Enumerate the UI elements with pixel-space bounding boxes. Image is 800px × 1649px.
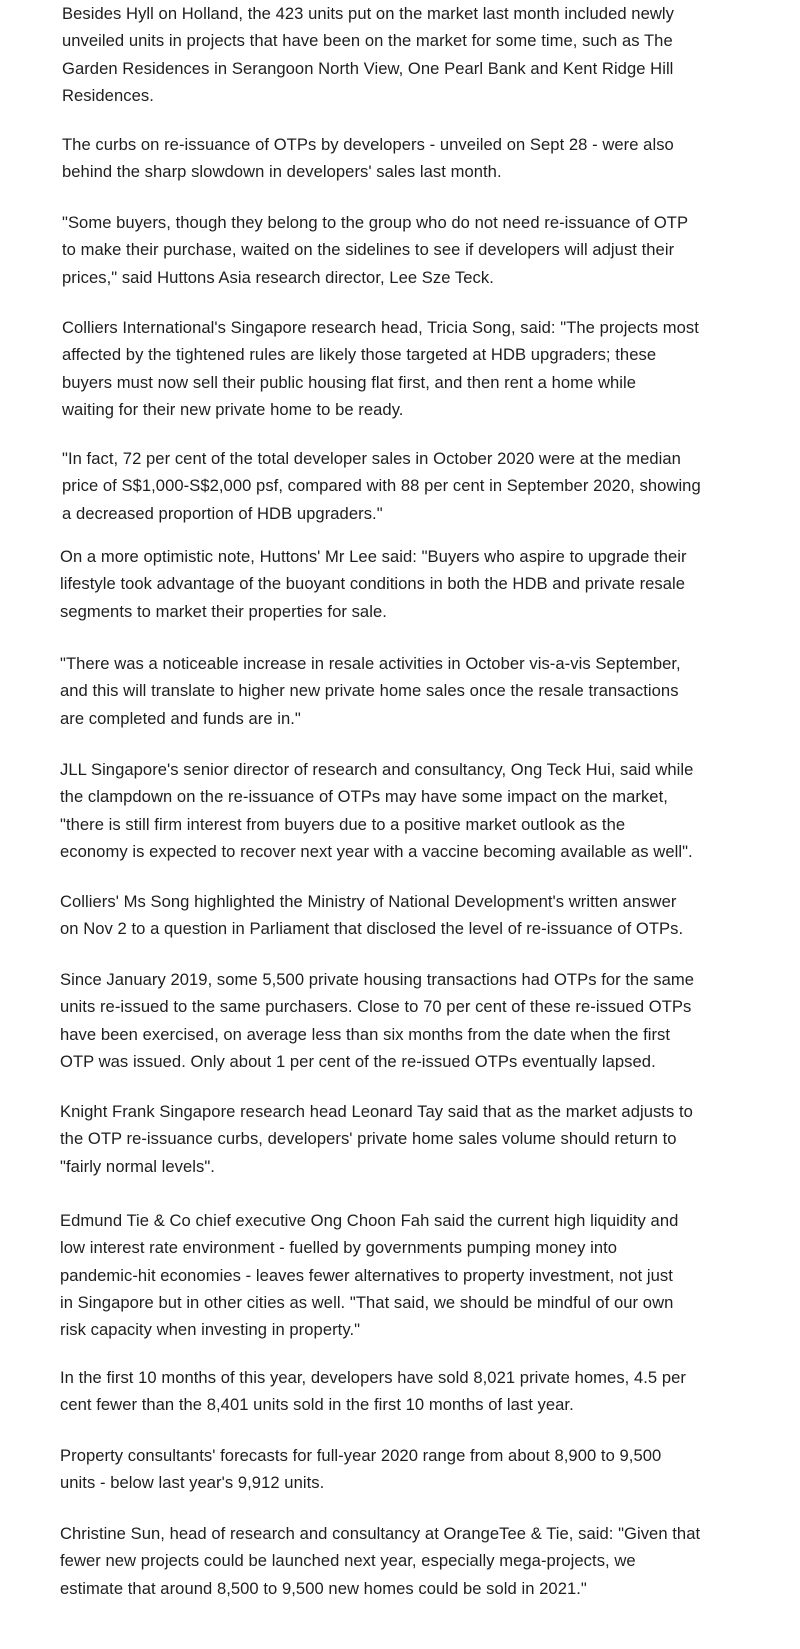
paragraph-otp-statistics: Since January 2019, some 5,500 private housing transactions had OTPs for the same units re-issued to the same purchasers. Close to 70 per cent of these re-issued OTPs have been exercised, on average less than six months from the date when the first OTP was issued. Only about 1 per cent of the re-issued OTPs eventually lapsed. [60,970,695,1071]
paragraph-otp-curbs: The curbs on re-issuance of OTPs by developers - unveiled on Sept 28 - were also behind the sharp slowdown in developers' sales last month. [62,135,674,182]
paragraph-median-price: "In fact, 72 per cent of the total developer sales in October 2020 were at the median price of S$1,000-S$2,000 psf, compared with 88 per cent in September 2020, showing a decreased proportion of HDB upgraders." [62,449,701,523]
paragraph-resale-activities: "There was a noticeable increase in resale activities in October vis-a-vis September, and this will translate to higher new private home sales once the resale transactions are completed and funds are in." [60,654,681,728]
paragraph-forecasts: Property consultants' forecasts for full-year 2020 range from about 8,900 to 9,500 units - below last year's 9,912 units. [60,1446,662,1493]
paragraph-colliers-quote: Colliers International's Singapore research head, Tricia Song, said: "The projects most affected by the tightened rules are likely those targeted at HDB upgraders; these buyers must now sell their public housing flat first, and then rent a home while waiting for their new private home to be ready. [62,318,699,419]
paragraph-orangetee-quote: Christine Sun, head of research and consultancy at OrangeTee & Tie, said: "Given that fewer new projects could be launched next year, especially mega-projects, we estimate that around 8,500 to 9,500 new homes could be sold in 2021." [60,1524,701,1598]
paragraph-optimistic-note: On a more optimistic note, Huttons' Mr Lee said: "Buyers who aspire to upgrade their lifestyle took advantage of the buoyant conditions in both the HDB and private resale segments to market their properties for sale. [60,547,687,621]
paragraph-ten-month-sales: In the first 10 months of this year, developers have sold 8,021 private homes, 4.5 per cent fewer than the 8,401 units sold in the first 10 months of last year. [60,1368,686,1415]
paragraph-new-launches: Besides Hyll on Holland, the 423 units put on the market last month included newly unveiled units in projects that have been on the market for some time, such as The Garden Residences in Serangoon North View, One Pearl Bank and Kent Ridge Hill Residences. [62,4,674,105]
paragraph-jll-quote: JLL Singapore's senior director of research and consultancy, Ong Teck Hui, said while the clampdown on the re-issuance of OTPs may have some impact on the market, "there is still firm interest from buyers due to a positive market outlook as the economy is expected to recover next year with a vaccine becoming available as well". [60,760,694,861]
paragraph-knight-frank: Knight Frank Singapore research head Leonard Tay said that as the market adjusts to the OTP re-issuance curbs, developers' private home sales volume should return to "fairly normal levels". [60,1102,693,1176]
paragraph-edmund-tie: Edmund Tie & Co chief executive Ong Choon Fah said the current high liquidity and low interest rate environment - fuelled by governments pumping money into pandemic-hit economies - leaves fewer alternatives to property investment, not just in Singapore but in other cities as well. "That said, we should be mindful of our own risk capacity when investing in property." [60,1211,679,1340]
paragraph-mnd-answer: Colliers' Ms Song highlighted the Ministry of National Development's written answer on Nov 2 to a question in Parliament that disclosed the level of re-issuance of OTPs. [60,892,684,939]
paragraph-huttons-quote: "Some buyers, though they belong to the group who do not need re-issuance of OTP to make their purchase, waited on the sidelines to see if developers will adjust their prices," said Huttons Asia research director, Lee Sze Teck. [62,213,689,287]
